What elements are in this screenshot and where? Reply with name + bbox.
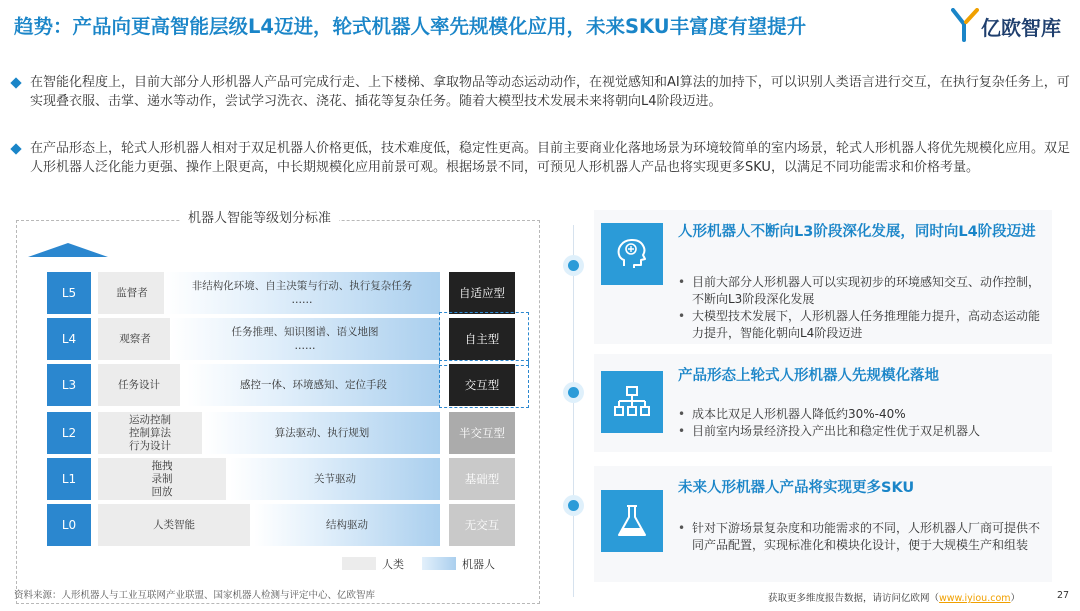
type-interactive: 交互型 xyxy=(449,364,515,406)
card-point: • 目前室内场景经济投入产出比和稳定性优于双足机器人 xyxy=(678,423,1043,440)
robot-capability-text: 非结构化环境、自主决策与行动、执行复杂任务 xyxy=(191,280,413,292)
card-title: 产品形态上轮式人形机器人先规模化落地 xyxy=(678,368,939,384)
flask-icon xyxy=(601,490,663,552)
human-role: 运动控制 控制算法 行为设计 xyxy=(98,412,202,454)
page-number: 27 xyxy=(1057,590,1070,601)
hierarchy-icon xyxy=(601,371,663,433)
level-label: L2 xyxy=(47,412,91,454)
insight-card-sku xyxy=(594,466,1052,582)
robot-capability xyxy=(187,364,440,406)
timeline-dot xyxy=(563,255,584,276)
level-label: L3 xyxy=(47,364,91,406)
card-points xyxy=(678,274,1043,342)
bullet-text: 在智能化程度上，目前大部分人形机器人产品可完成行走、上下楼梯、拿取物品等动态运动动作，在视觉感知和AI算法的加持下，可以识别人类语言进行交互，在执行复杂任务上，可实现叠衣服、击掌、递水等动作，尝试学习洗衣、浇花、插花等复杂任务。随着大模型技术发展未来将朝向L4阶段迈进。 xyxy=(30,75,1070,109)
level-label: L4 xyxy=(47,318,91,360)
human-role: 任务设计 xyxy=(98,364,180,406)
brand-name: 亿欧智库 xyxy=(981,16,1061,40)
timeline-dot xyxy=(563,382,584,403)
footer-link[interactable]: www.iyiou.com xyxy=(939,593,1011,604)
robot-capability xyxy=(204,412,440,454)
legend-robot-label: 机器人 xyxy=(462,558,495,571)
robot-capability xyxy=(254,504,440,546)
type-autonomous: 自主型 xyxy=(449,318,515,360)
yiou-logo-icon xyxy=(951,8,979,42)
type-adaptive: 自适应型 xyxy=(449,272,515,314)
legend-robot-swatch xyxy=(422,557,456,570)
robot-capability-text: 任务推理、知识图谱、语义地图 xyxy=(231,326,379,338)
robot-capability-text: 算法驱动、执行规划 xyxy=(274,427,370,439)
type-semi-interactive: 半交互型 xyxy=(449,412,515,454)
card-points xyxy=(678,406,1043,440)
card-title: 未来人形机器人产品将实现更多SKU xyxy=(678,480,915,496)
card-point: • 成本比双足人形机器人降低约30%-40% xyxy=(678,406,1043,423)
legend-human-label: 人类 xyxy=(382,558,404,571)
human-role: 人类智能 xyxy=(98,504,250,546)
robot-capability-text: 结构驱动 xyxy=(326,519,368,531)
type-none: 无交互 xyxy=(449,504,515,546)
bullet-form xyxy=(12,140,1072,177)
level-label: L0 xyxy=(47,504,91,546)
page-title: 趋势：产品向更高智能层级L4迈进，轮式机器人率先规模化应用，未来SKU丰富度有望提升 xyxy=(14,15,807,38)
diagram-title: 机器人智能等级划分标准 xyxy=(180,207,339,226)
footer-end: ） xyxy=(1010,593,1021,604)
timeline-line xyxy=(573,225,574,597)
robot-capability-text: 关节驱动 xyxy=(314,473,356,485)
source-note: 资料来源：人形机器人与工业互联网产业联盟、国家机器人检测与评定中心、亿欧智库 xyxy=(14,590,376,601)
diamond-bullet-icon xyxy=(10,143,21,154)
level-label: L1 xyxy=(47,458,91,500)
robot-capability-more: …… xyxy=(291,294,313,306)
insight-card-wheeled xyxy=(594,354,1052,452)
legend-human-swatch xyxy=(342,557,376,570)
robot-capability xyxy=(230,458,440,500)
human-role: 监督者 xyxy=(98,272,166,314)
robot-capability-text: 感控一体、环境感知、定位手段 xyxy=(240,379,387,391)
card-point: • 针对下游场景复杂度和功能需求的不同，人形机器人厂商可提供不同产品配置，实现标准化和模块化设计，便于大规模生产和组装 xyxy=(678,520,1043,554)
card-points xyxy=(678,520,1043,554)
card-point: • 大模型技术发展下，人形机器人任务推理能力提升，高动态运动能力提升，智能化朝向L4阶段迈进 xyxy=(678,308,1043,342)
brain-icon xyxy=(601,223,663,285)
timeline-dot xyxy=(563,495,584,516)
robot-capability xyxy=(164,272,440,314)
human-role: 观察者 xyxy=(98,318,172,360)
bullet-intelligence xyxy=(12,74,1072,111)
robot-capability xyxy=(170,318,440,360)
bullet-text: 在产品形态上，轮式人形机器人相对于双足机器人价格更低，技术难度低，稳定性更高。目前主要商业化落地场景为环境较简单的室内场景，轮式人形机器人将优先规模化应用。双足人形机器人泛化能力更强、操作上限更高，中长期规模化应用前景可观。根据场景不同，可预见人形机器人产品也将实现更多SKU，以满足不同功能需求和价格考量。 xyxy=(30,141,1071,175)
up-arrow-icon xyxy=(28,243,108,257)
diamond-bullet-icon xyxy=(10,77,21,88)
footer-text: 获取更多维度报告数据，请访问亿欧网（ xyxy=(768,593,940,604)
type-basic: 基础型 xyxy=(449,458,515,500)
footer-note xyxy=(768,590,1020,604)
card-point: • 目前大部分人形机器人可以实现初步的环境感知交互、动作控制，不断向L3阶段深化发展 xyxy=(678,274,1043,308)
brand-logo xyxy=(951,8,1071,42)
insight-card-l3-l4 xyxy=(594,210,1052,344)
level-label: L5 xyxy=(47,272,91,314)
card-title: 人形机器人不断向L3阶段深化发展，同时向L4阶段迈进 xyxy=(678,224,1036,240)
human-role: 拖拽 录制 回放 xyxy=(98,458,226,500)
robot-capability-more: …… xyxy=(294,340,316,352)
